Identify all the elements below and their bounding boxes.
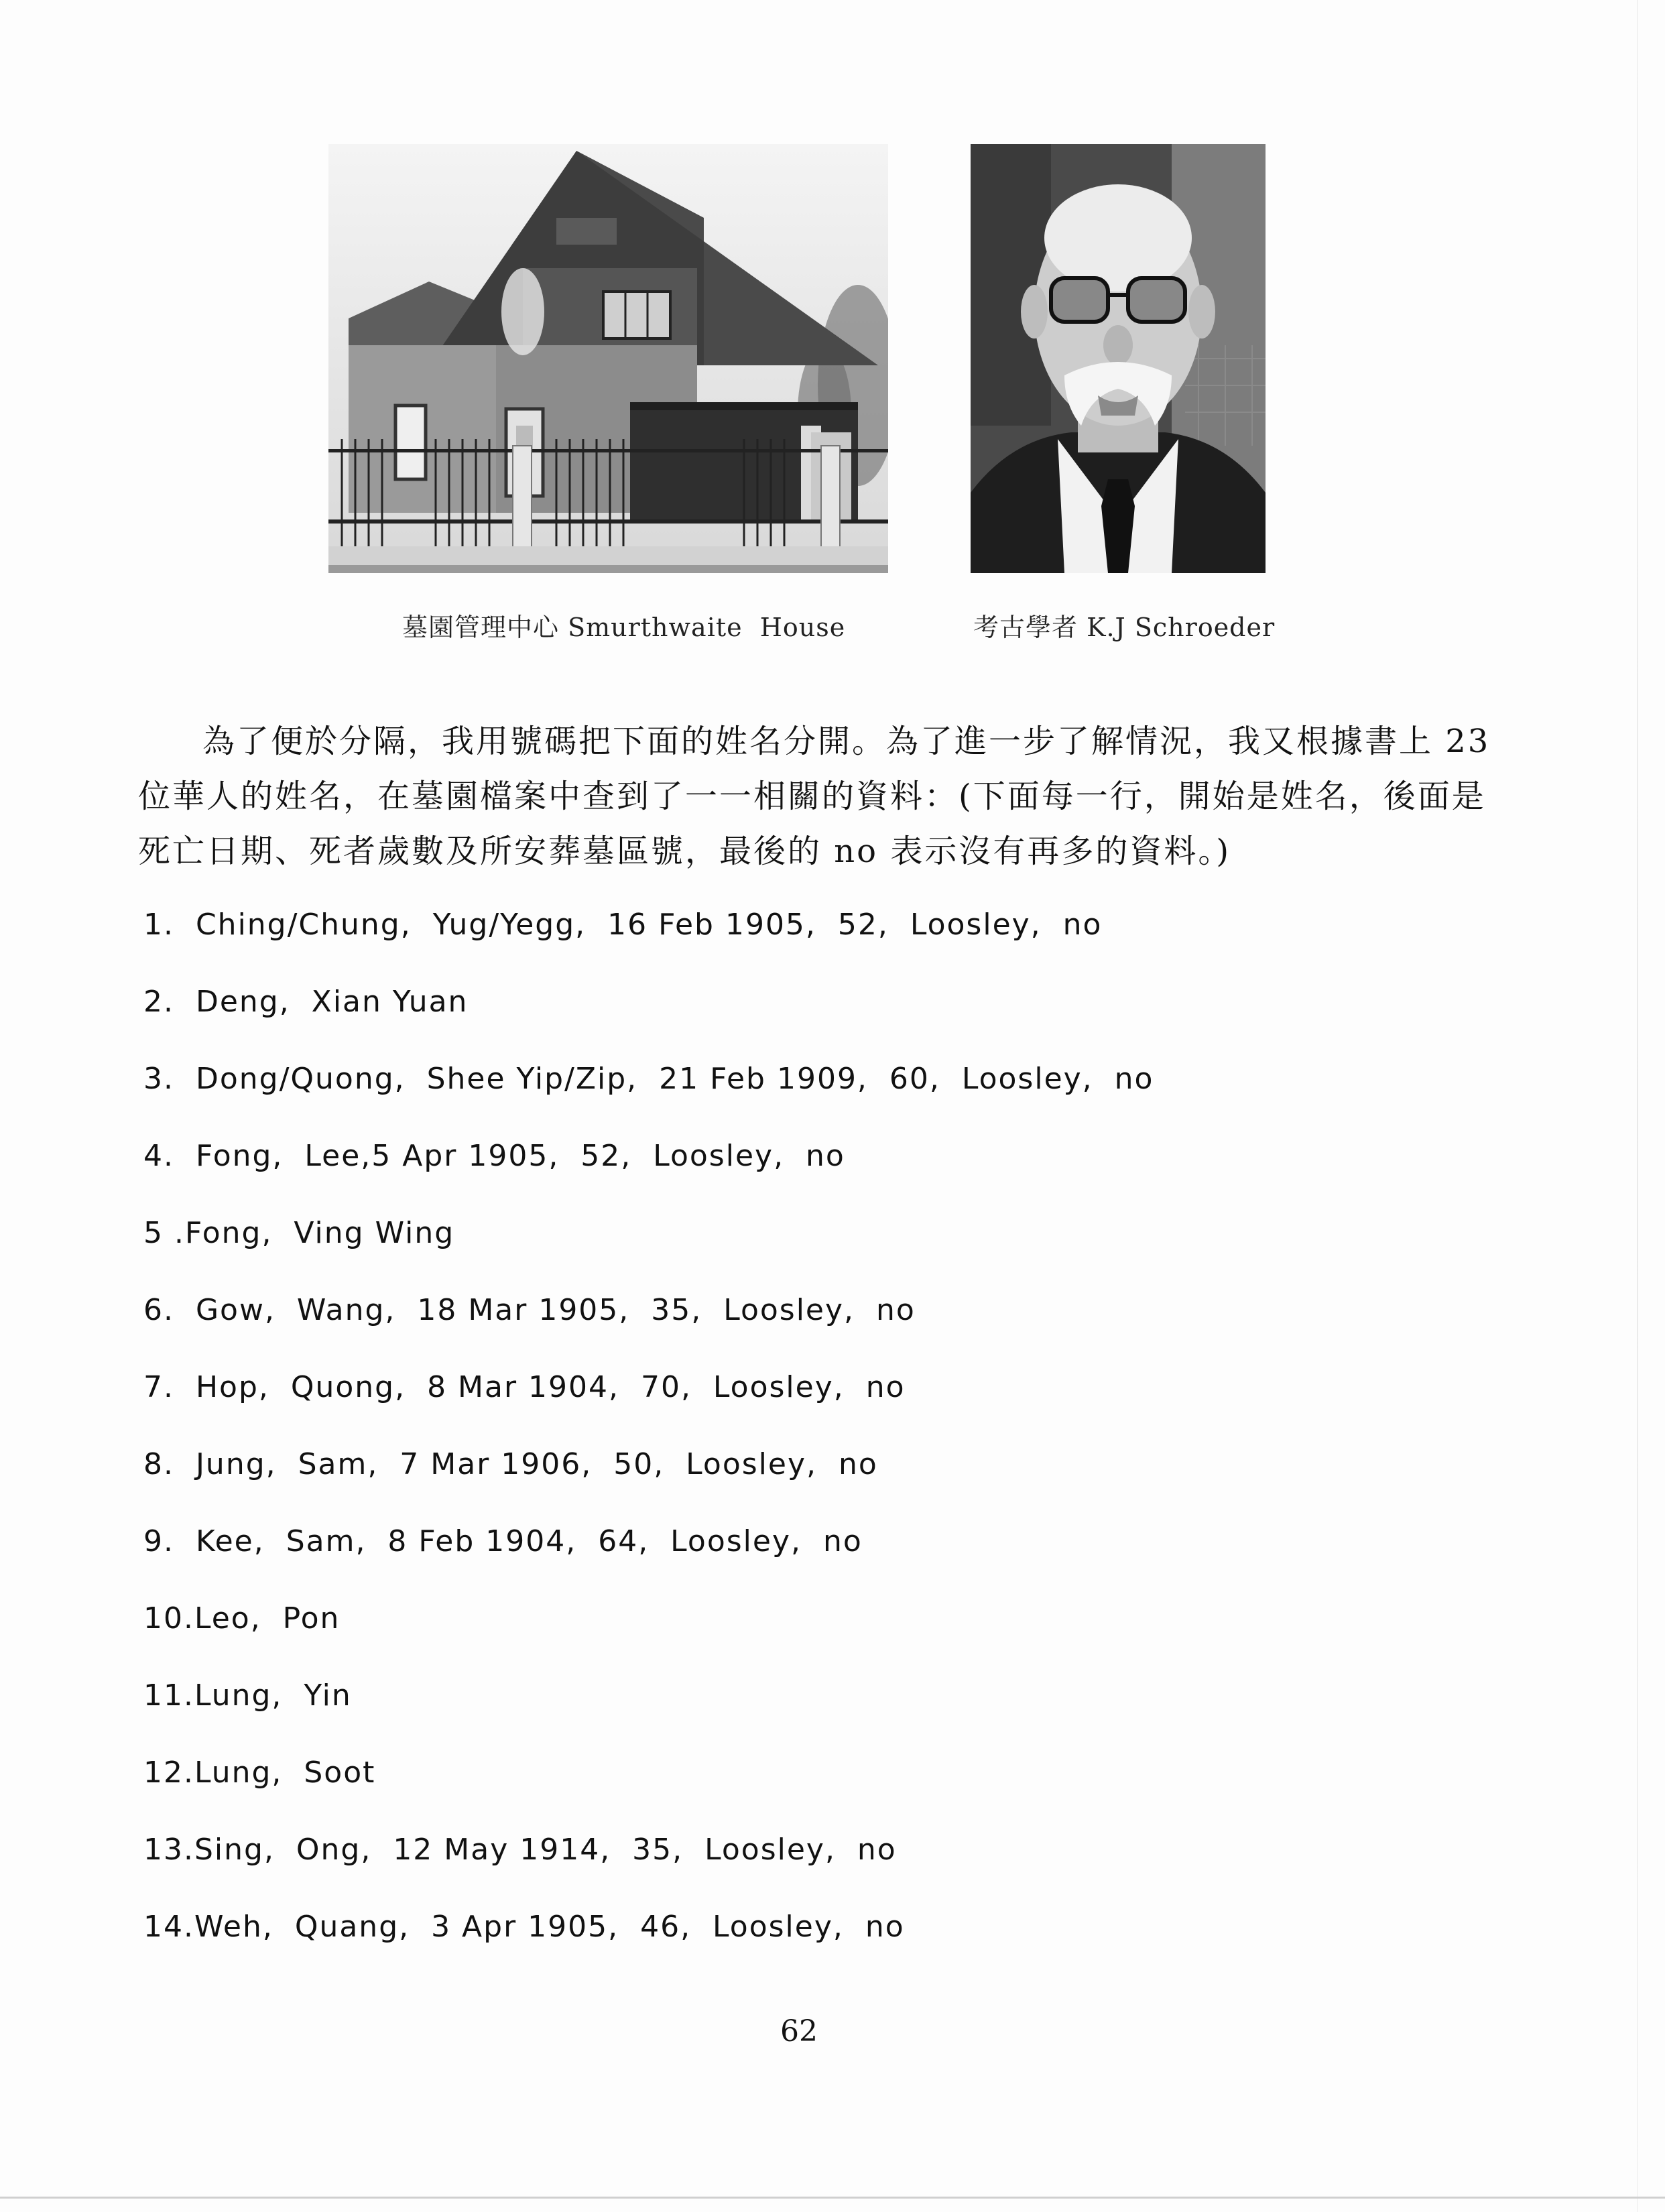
house-photo <box>328 144 888 573</box>
list-item: 4. Fong, Lee,5 Apr 1905, 52, Loosley, no <box>143 1139 845 1173</box>
burial-record-list <box>143 898 1154 1977</box>
house-illustration <box>328 144 888 573</box>
list-item: 8. Jung, Sam, 7 Mar 1906, 50, Loosley, no <box>143 1447 878 1481</box>
person-caption: 考古學者 K.J Schroeder <box>973 613 1276 642</box>
scan-edge <box>0 2197 1665 2199</box>
portrait-illustration <box>971 144 1266 573</box>
intro-paragraph <box>138 714 1519 879</box>
list-item: 6. Gow, Wang, 18 Mar 1905, 35, Loosley, no <box>143 1293 916 1327</box>
list-item: 1. Ching/Chung, Yug/Yegg, 16 Feb 1905, 52, Loosley, no <box>143 908 1103 942</box>
list-item: 5 .Fong, Ving Wing <box>143 1216 455 1250</box>
person-photo <box>971 144 1266 573</box>
list-item: 13.Sing, Ong, 12 May 1914, 35, Loosley, no <box>143 1833 897 1867</box>
list-item: 11.Lung, Yin <box>143 1678 352 1713</box>
list-item: 3. Dong/Quong, Shee Yip/Zip, 21 Feb 1909, 60, Loosley, no <box>143 1062 1154 1096</box>
intro-line: 位華人的姓名，在墓園檔案中查到了一一相關的資料：(下面每一行，開始是姓名，後面是 <box>138 778 1486 815</box>
intro-line: 死亡日期、死者歲數及所安葬墓區號，最後的 no 表示沒有再多的資料。) <box>138 833 1231 870</box>
intro-line: 為了便於分隔，我用號碼把下面的姓名分開。為了進一步了解情況，我又根據書上 23 <box>202 723 1491 760</box>
house-caption: 墓園管理中心 Smurthwaite House <box>402 613 846 642</box>
scan-edge <box>1637 0 1638 2212</box>
page-number: 62 <box>780 2014 818 2048</box>
list-item: 9. Kee, Sam, 8 Feb 1904, 64, Loosley, no <box>143 1524 863 1558</box>
list-item: 2. Deng, Xian Yuan <box>143 985 469 1019</box>
list-item: 14.Weh, Quang, 3 Apr 1905, 46, Loosley, no <box>143 1910 905 1944</box>
list-item: 12.Lung, Soot <box>143 1756 376 1790</box>
list-item: 10.Leo, Pon <box>143 1601 341 1636</box>
list-item: 7. Hop, Quong, 8 Mar 1904, 70, Loosley, no <box>143 1370 906 1404</box>
